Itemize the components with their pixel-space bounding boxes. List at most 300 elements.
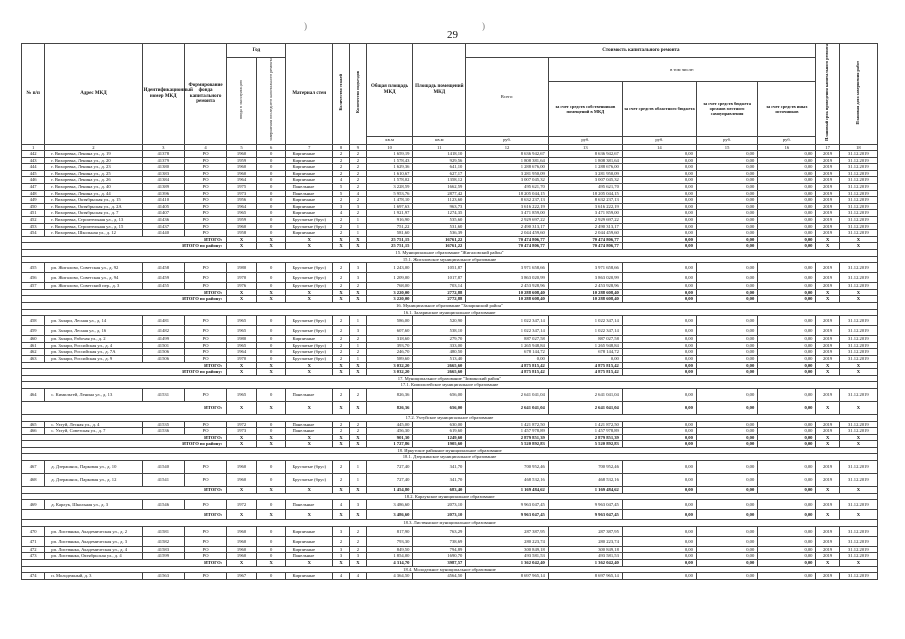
header-cell: Формирование фонда капитального ремонта [184,44,226,145]
table-cell: 3 [349,273,366,283]
table-cell: 1980 [227,336,257,343]
table-cell: 2019 [816,536,839,546]
total-cell: 0,00 [696,296,757,303]
table-row [22,536,878,546]
table-row [22,500,878,510]
table-cell: 41482 [142,326,184,336]
header-cell: в том числе: [548,58,816,82]
table-cell: 2019 [816,151,839,158]
table-cell: 493 581,53 [548,553,622,560]
table-cell: 41506 [142,355,184,362]
column-number: 18 [839,144,877,151]
section-row [22,447,878,454]
table-cell: 794,89 [413,546,466,553]
total-cell: 9 963 047,45 [466,510,549,520]
table-cell: 0 [256,474,286,487]
table-cell: 3 [349,203,366,210]
table-cell: с. Ухтуй, Лесная ул., д. 4 [45,421,142,428]
table-cell: 1 022 347,14 [466,326,549,336]
table-row [22,197,878,204]
table-cell: 0 [256,500,286,510]
table-cell: 0,00 [758,283,816,290]
table-cell: РО [184,326,226,336]
header-cell [839,44,877,145]
table-row [22,273,878,283]
table-cell: 31.12.2019 [839,217,877,224]
table-cell: г. Вихоревка, Строительная ул., д. 15 [45,223,142,230]
total-cell: 0,00 [758,487,816,494]
unit-cell: руб. [758,136,816,144]
table-cell: г. Вихоревка, Ленина ул., д. 23 [45,164,142,171]
table-cell: 0,00 [622,190,696,197]
table-cell: 2 453 928,96 [466,283,549,290]
table-cell: 0,00 [758,536,816,546]
total-cell: 0,00 [758,434,816,441]
total-cell: X [839,243,877,250]
total-cell: 2772,88 [413,289,466,296]
section-row [22,493,878,500]
table-cell: 4 [333,177,350,184]
table-cell: 0 [256,263,286,273]
header-cell: Общая площадь МКД [366,44,413,137]
total-label: ИТОГО: [22,362,227,369]
total-cell: X [227,243,257,250]
table-cell: 0,00 [548,355,622,362]
table-cell: Кирпичные [286,164,333,171]
table-cell: 1 243,00 [366,263,413,273]
total-cell: 3987,57 [413,560,466,567]
table-cell: 2 [349,546,366,553]
table-cell: 0,00 [758,336,816,343]
table-cell: 627,17 [413,170,466,177]
table-cell: 1662,59 [413,184,466,191]
section-title: 16. Муниципальное образование "Заларинский район" [22,302,878,309]
table-cell: 0,00 [696,157,757,164]
table-cell: 0,00 [622,197,696,204]
total-cell: 0,00 [622,362,696,369]
table-row [22,230,878,237]
table-cell: 1967 [227,573,257,580]
table-cell: 41383 [142,170,184,177]
table-cell: г. Вихоревка, Ленина ул., д. 25 [45,170,142,177]
table-cell: 0,00 [696,190,757,197]
total-cell: X [816,243,839,250]
total-cell: 0,00 [758,243,816,250]
total-cell: X [349,243,366,250]
table-cell: 445 [22,170,45,177]
table-cell: 1975 [227,184,257,191]
table-cell: 0,00 [622,273,696,283]
total-cell: 0,00 [622,487,696,494]
section-row [22,454,878,461]
table-cell: 0,00 [622,461,696,474]
table-cell: 31.12.2019 [839,263,877,273]
table-cell: 333,00 [413,342,466,349]
table-cell: 2 [349,526,366,536]
table-cell: 460 [22,336,45,343]
table-cell: 1959 [227,217,257,224]
total-cell: 3 032,20 [366,369,413,376]
page-number: 29 [447,29,458,41]
table-cell: 5 [333,184,350,191]
total-cell: X [286,441,333,448]
table-cell: рп. Листвянка, Академическая ул., д. 3 [45,536,142,546]
total-cell: 0,00 [758,401,816,414]
table-cell: 2 [333,326,350,336]
table-cell: 341,70 [413,461,466,474]
table-cell: г. Вихоревка, Ленина ул., д. 26 [45,177,142,184]
table-cell: 41540 [142,461,184,474]
total-cell: X [349,296,366,303]
table-cell: 41380 [142,164,184,171]
table-cell: 31.12.2019 [839,546,877,553]
table-cell: 31.12.2019 [839,336,877,343]
table-cell: 513,40 [413,355,466,362]
total-cell: 2 641 041,04 [548,401,622,414]
table-cell: 280 223,74 [548,536,622,546]
table-cell: 1017,87 [413,273,466,283]
table-cell: г. Вихоревка, Ленина ул., д. 44 [45,190,142,197]
total-cell: X [839,510,877,520]
total-cell: X [839,560,877,567]
table-cell: 31.12.2019 [839,553,877,560]
total-row [22,236,878,243]
header-vertical: ввода в эксплуатацию [238,80,244,120]
table-cell: 31.12.2019 [839,461,877,474]
table-cell: 2019 [816,230,839,237]
table-row [22,336,878,343]
table-cell: 2 [349,421,366,428]
table-cell: 2 490 313,17 [466,223,549,230]
section-title: 17.1. Кимильтейское муниципальное образование [22,382,878,389]
table-cell: 0,00 [758,526,816,536]
table-cell: 0,00 [622,283,696,290]
table-row [22,263,878,273]
table-cell: 41436 [142,217,184,224]
table-row [22,526,878,536]
table-cell: РО [184,316,226,326]
table-cell: РО [184,336,226,343]
table-cell: 656,00 [413,388,466,401]
table-cell: 586,00 [366,316,413,326]
table-cell: 2019 [816,349,839,356]
table-cell: 607,60 [366,326,413,336]
table-row [22,428,878,435]
table-cell: 0 [256,326,286,336]
table-cell: Брусчатые (брус) [286,273,333,283]
header-cell [816,44,839,145]
total-cell: 0,00 [622,243,696,250]
table-cell: 0,00 [758,190,816,197]
table-cell: 0 [256,428,286,435]
total-cell: X [816,510,839,520]
total-cell: X [227,487,257,494]
table-cell: 1964 [227,203,257,210]
table-cell: 0,00 [758,151,816,158]
table-cell: 1 [349,223,366,230]
table-cell: 461 [22,342,45,349]
total-cell: 3 220,00 [366,289,413,296]
table-cell: 0,00 [696,170,757,177]
total-row [22,401,878,414]
total-cell: X [286,236,333,243]
section-row [22,375,878,382]
table-cell: 0,00 [758,474,816,487]
table-cell: 41437 [142,223,184,230]
table-cell: 31.12.2019 [839,190,877,197]
table-cell: 1980 [227,263,257,273]
table-cell: Панельные [286,428,333,435]
table-cell: 3 863 020,99 [466,273,549,283]
total-cell: 0,00 [758,236,816,243]
column-number: 15 [696,144,757,151]
total-cell: X [839,296,877,303]
table-cell: Брусчатые (брус) [286,283,333,290]
column-number-row [22,144,878,151]
table-cell: Кирпичные [286,151,333,158]
table-cell: 1 629,36 [366,164,413,171]
table-cell: 1 421 872,50 [548,421,622,428]
total-cell: X [286,401,333,414]
total-row [22,434,878,441]
table-cell: 3 281 950,09 [466,170,549,177]
table-cell: Кирпичные [286,157,333,164]
table-cell: 0,00 [758,342,816,349]
table-cell: 0 [256,536,286,546]
table-cell: 0,00 [696,500,757,510]
table-cell: 641,10 [413,164,466,171]
table-cell: 0,00 [622,217,696,224]
table-cell: 1 478,10 [366,197,413,204]
table-cell: 678 144,72 [548,349,622,356]
total-cell: 0,00 [696,289,757,296]
table-cell: 2019 [816,184,839,191]
table-cell: 2 [349,388,366,401]
table-cell: Панельные [286,500,333,510]
table-cell: 2019 [816,177,839,184]
table-body [22,151,878,580]
table-cell: 2019 [816,223,839,230]
total-cell: 0,00 [696,487,757,494]
table-cell: 0,00 [696,203,757,210]
table-cell: 2073,10 [413,500,466,510]
table-cell: 465 [22,421,45,428]
table-cell: 446 [22,177,45,184]
total-cell: 0,00 [622,441,696,448]
table-cell: 41535 [142,421,184,428]
header-vertical: завершения последнего капитального ремонта [267,58,273,142]
table-cell: 2 [333,474,350,487]
table-cell: 462 [22,349,45,356]
table-cell: Брусчатые (брус) [286,316,333,326]
table-cell: 1956 [227,197,257,204]
table-cell: 0,00 [758,203,816,210]
table-cell: РО [184,151,226,158]
total-cell: X [816,369,839,376]
total-label: ИТОГО: [22,401,227,414]
total-cell: 0,00 [758,560,816,567]
total-cell: 3 032,20 [366,362,413,369]
table-cell: 5 [333,190,350,197]
total-cell: 1249,60 [413,434,466,441]
table-cell: 456,30 [366,428,413,435]
table-cell: 1 209,00 [366,273,413,283]
table-cell: РО [184,157,226,164]
table-cell: 2 [349,157,366,164]
table-cell: 450 [22,203,45,210]
table-cell: 768,00 [366,283,413,290]
table-cell: РО [184,184,226,191]
column-number: 13 [548,144,622,151]
table-cell: 2019 [816,210,839,217]
table-cell: 0 [256,230,286,237]
column-number: 16 [758,144,816,151]
total-cell: X [286,560,333,567]
table-cell: 41407 [142,210,184,217]
table-cell: 0,00 [622,170,696,177]
table-cell: 0,00 [696,223,757,230]
table-cell: 0,00 [696,283,757,290]
table-row [22,474,878,487]
table-cell: Кирпичные [286,170,333,177]
column-number: 10 [366,144,413,151]
table-cell: 700 952,46 [466,461,549,474]
table-cell: с. Ухтуй, Советская ул., д. 7 [45,428,142,435]
table-cell: 1965 [227,210,257,217]
header-cell: за счет средств иных источников [758,81,816,136]
table-cell: 31.12.2019 [839,474,877,487]
table-cell: 31.12.2019 [839,273,877,283]
table-cell: 887 027,58 [466,336,549,343]
table-cell: 1 659,19 [366,151,413,158]
total-cell: X [333,362,350,369]
column-number: 11 [413,144,466,151]
table-cell: 1970 [227,355,257,362]
table-cell: 1051,87 [413,263,466,273]
table-cell: Брусчатые (брус) [286,263,333,273]
table-cell: 473 [22,553,45,560]
table-cell: 41536 [142,428,184,435]
total-cell: X [333,289,350,296]
column-number: 3 [142,144,184,151]
total-cell: X [816,236,839,243]
table-cell: 0,00 [622,388,696,401]
table-cell: 2 044 459,60 [548,230,622,237]
table-cell: 451 [22,210,45,217]
table-row [22,177,878,184]
table-cell: 2 490 313,17 [548,223,622,230]
table-cell: г. Вихоревка, Октябрьская ул., д. 2А [45,203,142,210]
total-cell: 70 474 806,77 [466,236,549,243]
table-cell: 2 [333,355,350,362]
table-cell: 31.12.2019 [839,388,877,401]
table-cell: 493 581,53 [466,553,549,560]
table-cell: 393,70 [366,342,413,349]
table-row [22,210,878,217]
total-cell: 0,00 [758,441,816,448]
total-cell: X [256,289,286,296]
table-cell: 2 929 697,22 [548,217,622,224]
table-cell: 1 288 676,00 [466,164,549,171]
table-cell: 0,00 [622,316,696,326]
unit-cell: руб. [548,136,622,144]
total-cell: 3 220,00 [366,296,413,303]
table-cell: 1 265 948,84 [548,342,622,349]
table-cell: 2019 [816,283,839,290]
total-cell: X [286,487,333,494]
column-number: 5 [227,144,257,151]
table-cell: 341,70 [413,474,466,487]
table-cell: 495 621,70 [548,184,622,191]
table-cell: 4 [333,210,350,217]
table-cell: 1 [349,474,366,487]
table-cell: 3 007 045,32 [466,177,549,184]
table-cell: 0,00 [622,336,696,343]
header-cell [227,58,257,145]
table-cell: рп. Залари, Рабочая ул., д. 2 [45,336,142,343]
total-row [22,362,878,369]
table-cell: 1970 [227,273,257,283]
table-cell: 41396 [142,190,184,197]
table-cell: 2019 [816,526,839,536]
table-cell: 0,00 [622,342,696,349]
table-cell: Кирпичные [286,526,333,536]
table-cell: 3 [333,526,350,536]
header-vertical: Количество подъездов [354,71,360,114]
table-cell: РО [184,217,226,224]
total-label: ИТОГО: [22,236,227,243]
section-row [22,309,878,316]
table-cell: 1 421 872,50 [466,421,549,428]
table-cell: 2019 [816,273,839,283]
table-cell: 2019 [816,326,839,336]
total-label: ИТОГО: [22,510,227,520]
table-cell: 538,10 [413,326,466,336]
table-cell: РО [184,164,226,171]
table-cell: Кирпичные [286,197,333,204]
total-cell: 683,40 [413,487,466,494]
table-cell: 1960 [227,553,257,560]
section-title: 18. Иркутское районное муниципальное образование [22,447,878,454]
table-cell: 41581 [142,526,184,536]
table-cell: 31.12.2019 [839,573,877,580]
table-row [22,170,878,177]
table-cell: 495 621,70 [466,184,549,191]
table-cell: 31.12.2019 [839,223,877,230]
table-row [22,283,878,290]
total-cell: X [349,362,366,369]
table-cell: рп. Листвянка, Октябрьская ул., д. 4 [45,553,142,560]
table-cell: РО [184,203,226,210]
table-cell: 41499 [142,336,184,343]
total-cell: X [333,243,350,250]
table-cell: 4 [333,500,350,510]
table-cell: 31.12.2019 [839,230,877,237]
total-cell: 0,00 [622,369,696,376]
total-cell: X [333,487,350,494]
unit-cell: руб. [622,136,696,144]
table-cell: рп. Залари, Лесная ул., д. 16 [45,326,142,336]
total-cell: 0,00 [696,236,757,243]
table-cell: 41389 [142,184,184,191]
total-cell: 2073,10 [413,510,466,520]
total-cell: 25 751,15 [366,236,413,243]
total-cell: 0,00 [758,289,816,296]
table-cell: 454 [22,230,45,237]
total-cell: X [333,441,350,448]
total-cell: 0,00 [696,362,757,369]
table-cell: Панельные [286,421,333,428]
